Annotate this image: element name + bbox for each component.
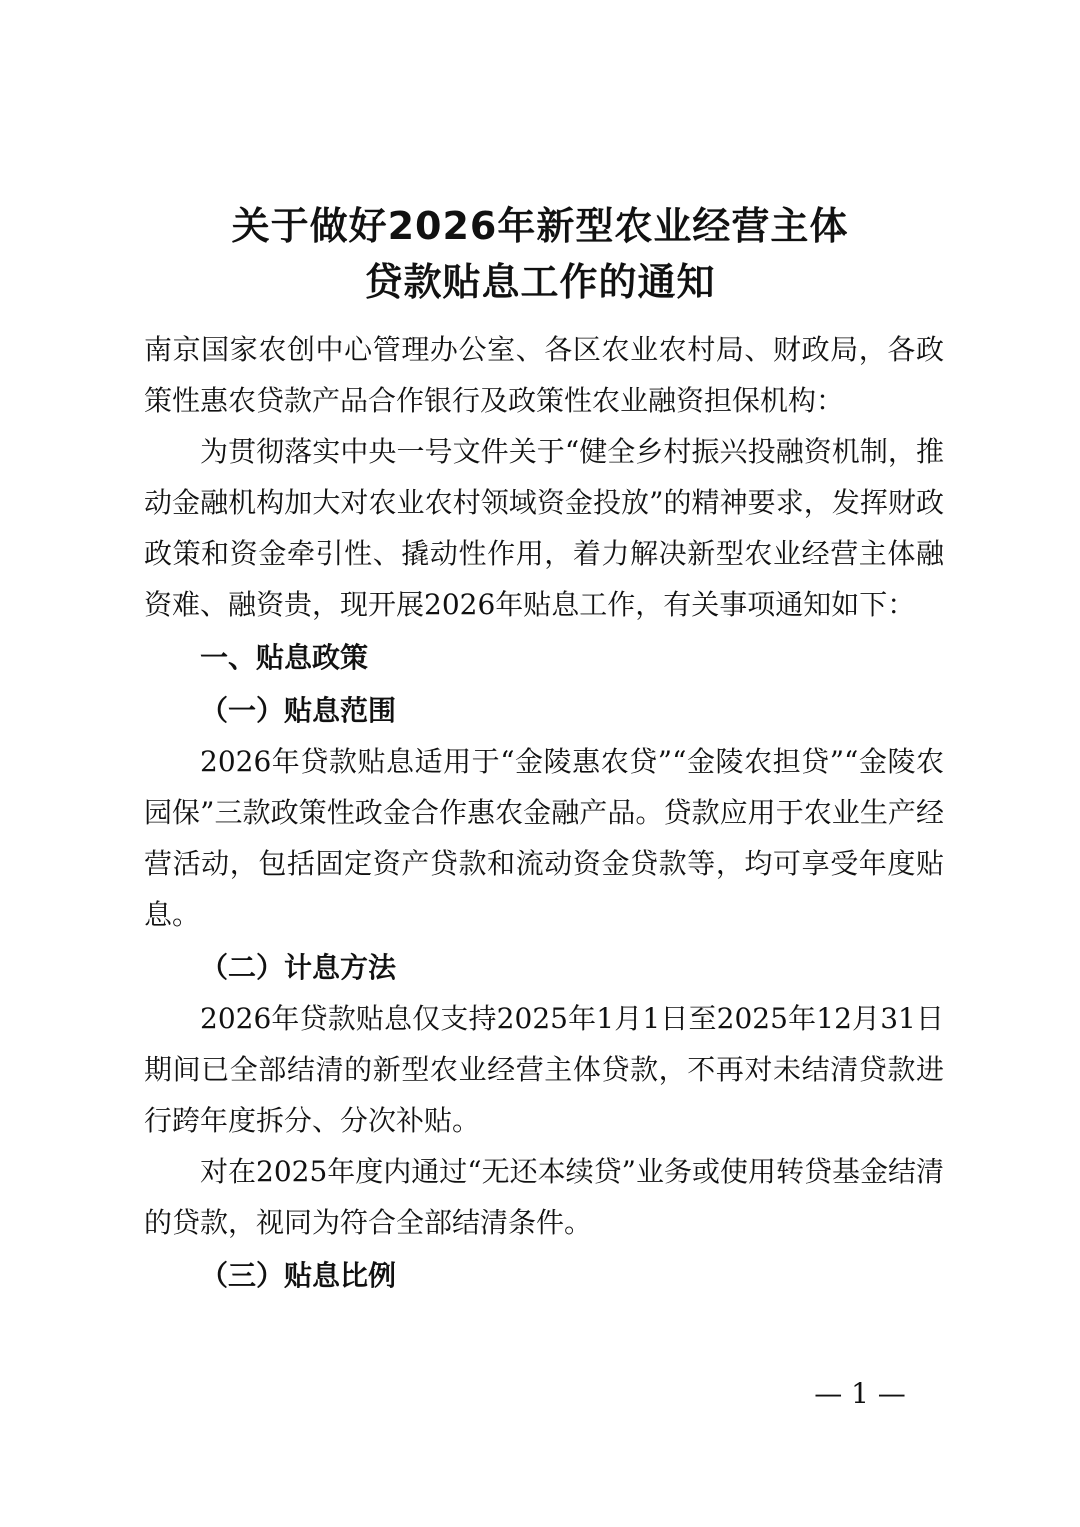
section-heading-policy: 一、贴息政策 [200,641,369,674]
title-line-1: 关于做好2026年新型农业经营主体 [231,204,849,248]
document-body [144,324,944,1301]
addressee-paragraph: 南京国家农创中心管理办公室、各区农业农村局、财政局，各政策性惠农贷款产品合作银行及政策性农业融资担保机构： [144,333,944,417]
subsection-heading-scope: （一）贴息范围 [200,694,397,727]
subsection-heading-method: （二）计息方法 [200,951,397,984]
method-paragraph-1: 2026年贷款贴息仅支持2025年1月1日至2025年12月31日期间已全部结清的新型农业经营主体贷款，不再对未结清贷款进行跨年度拆分、分次补贴。 [144,1002,944,1137]
method-paragraph-2: 对在2025年度内通过“无还本续贷”业务或使用转贷基金结清的贷款，视同为符合全部结清条件。 [144,1155,944,1239]
page-number: — 1 — [814,1377,906,1410]
scope-paragraph: 2026年贷款贴息适用于“金陵惠农贷”“金陵农担贷”“金陵农园保”三款政策性政金合作惠农金融产品。贷款应用于农业生产经营活动，包括固定资产贷款和流动资金贷款等，均可享受年度贴息。 [144,745,944,931]
document-title [100,198,980,310]
subsection-heading-ratio: （三）贴息比例 [200,1259,397,1292]
title-line-2: 贷款贴息工作的通知 [364,260,716,304]
intro-paragraph: 为贯彻落实中央一号文件关于“健全乡村振兴投融资机制，推动金融机构加大对农业农村领域资金投放”的精神要求，发挥财政政策和资金牵引性、撬动性作用，着力解决新型农业经营主体融资难、融资贵，现开展2026年贴息工作，有关事项通知如下： [144,435,944,621]
